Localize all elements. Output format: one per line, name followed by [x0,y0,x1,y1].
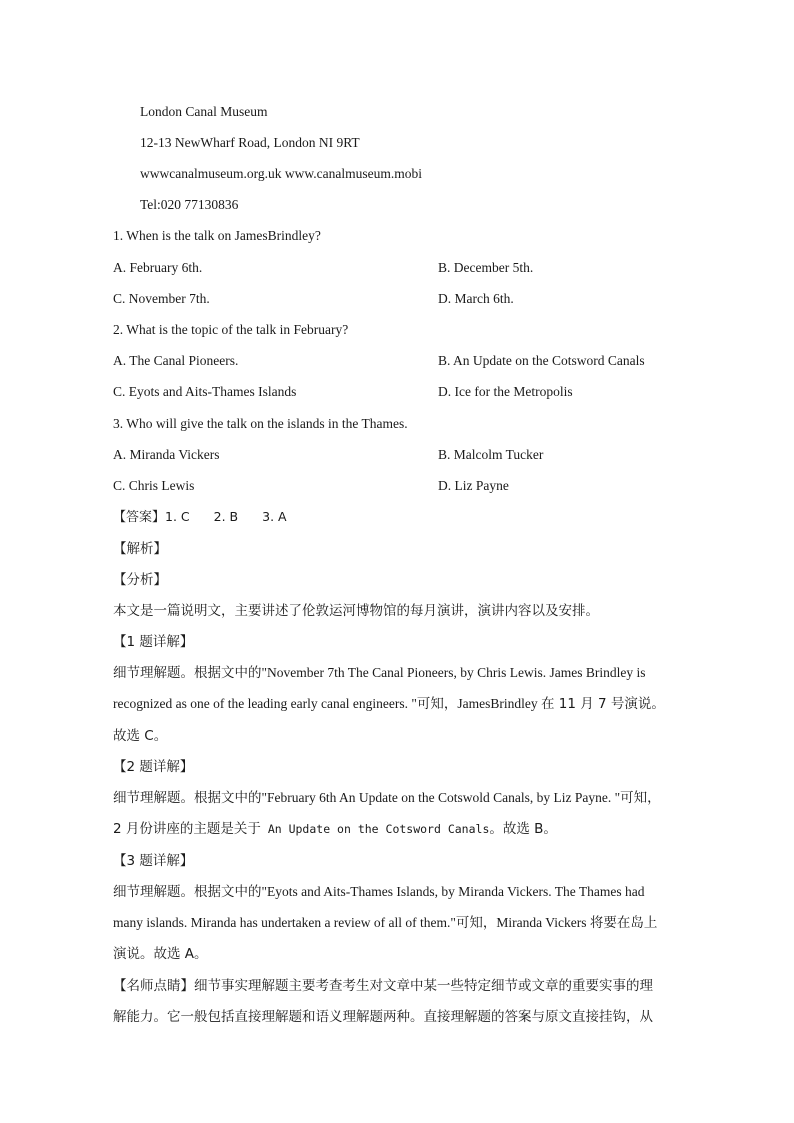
question-1-option-c: C. November 7th. [113,291,210,306]
question-3-option-a: A. Miranda Vickers [113,447,220,462]
tip-label: 【名师点睛】 [113,978,194,994]
q1-line2-en2: JamesBrindley [457,696,541,711]
museum-websites: wwwcanalmuseum.org.uk www.canalmuseum.mobi [140,166,422,181]
q2-line2-mono: An Update on the Cotsword Canals [260,822,490,836]
q3-detail-line-2 [113,914,657,932]
q2-line2-cn2: 。故选 B。 [489,821,557,837]
q1-line2-en: recognized as one of the leading early canal engineers. " [113,696,417,711]
question-2-option-c: C. Eyots and Aits-Thames Islands [113,384,297,399]
answer-label: 【答案】 [113,510,166,525]
q3-line2-en: many islands. Miranda has undertaken a review of all of them." [113,915,456,930]
question-3-option-c: C. Chris Lewis [113,478,195,493]
tip-text-1: 细节事实理解题主要考查考生对文章中某一些特定细节或文章的重要实事的理 [194,978,653,994]
q1-detail-label: 【1 题详解】 [113,634,194,650]
question-2-option-d: D. Ice for the Metropolis [438,384,573,399]
q1-detail-line-2 [113,695,665,713]
question-2-option-a: A. The Canal Pioneers. [113,353,239,368]
fenxi-text: 本文是一篇说明文，主要讲述了伦敦运河博物馆的每月演讲，演讲内容以及安排。 [113,603,599,619]
q1-line1-cn: 细节理解题。根据文中的 [113,665,262,681]
q3-detail-label: 【3 题详解】 [113,853,194,869]
question-3-option-b: B. Malcolm Tucker [438,447,544,462]
tip-line-1 [113,977,653,995]
q2-detail-line-2 [113,820,557,838]
q3-detail-line-3: 演说。故选 A。 [113,946,208,962]
q2-detail-line-1 [113,789,661,807]
q2-line2-cn1: 2 月份讲座的主题是关于 [113,821,261,837]
q2-line1-en: "February 6th An Update on the Cotswold Canals, by Liz Payne. " [261,790,621,805]
question-1-option-a: A. February 6th. [113,260,203,275]
q3-line2-cn1: 可知， [455,915,497,931]
q3-line2-cn2: 将要在岛上 [589,915,658,931]
q1-line2-cn2: 在 11 月 7 号演说。 [541,696,665,712]
answer-item-3: 3. A [262,509,287,524]
museum-tel: Tel:020 77130836 [140,197,239,212]
q2-detail-label: 【2 题详解】 [113,759,194,775]
question-2-option-b: B. An Update on the Cotsword Canals [438,353,645,368]
museum-name: London Canal Museum [140,104,268,119]
q2-line1-cn2: 可知， [620,790,661,806]
q1-line1-en: "November 7th The Canal Pioneers, by Chris Lewis. James Brindley is [261,665,646,680]
analysis-label: 【解析】 [113,541,167,557]
answer-item-2: 2. B [213,509,239,524]
question-3-stem: 3. Who will give the talk on the islands in the Thames. [113,416,408,431]
question-1-option-d: D. March 6th. [438,291,514,306]
question-1-stem: 1. When is the talk on JamesBrindley? [113,228,321,243]
q1-detail-line-3: 故选 C。 [113,728,168,744]
q2-line1-cn: 细节理解题。根据文中的 [113,790,262,806]
question-1-option-b: B. December 5th. [438,260,534,275]
tip-line-2: 解能力。它一般包括直接理解题和语义理解题两种。直接理解题的答案与原文直接挂钩，从 [113,1009,653,1025]
q1-line2-cn1: 可知， [416,696,458,712]
q3-line1-cn: 细节理解题。根据文中的 [113,884,262,900]
answer-line [113,508,311,527]
answer-item-1: 1. C [165,509,190,524]
q3-detail-line-1 [113,883,645,901]
q3-line1-en: "Eyots and Aits-Thames Islands, by Miranda Vickers. The Thames had [261,884,645,899]
fenxi-label: 【分析】 [113,572,167,588]
question-3-option-d: D. Liz Payne [438,478,509,493]
museum-address: 12-13 NewWharf Road, London NI 9RT [140,135,360,150]
q1-detail-line-1 [113,664,645,682]
q3-line2-en2: Miranda Vickers [496,915,590,930]
question-2-stem: 2. What is the topic of the talk in February? [113,322,349,337]
